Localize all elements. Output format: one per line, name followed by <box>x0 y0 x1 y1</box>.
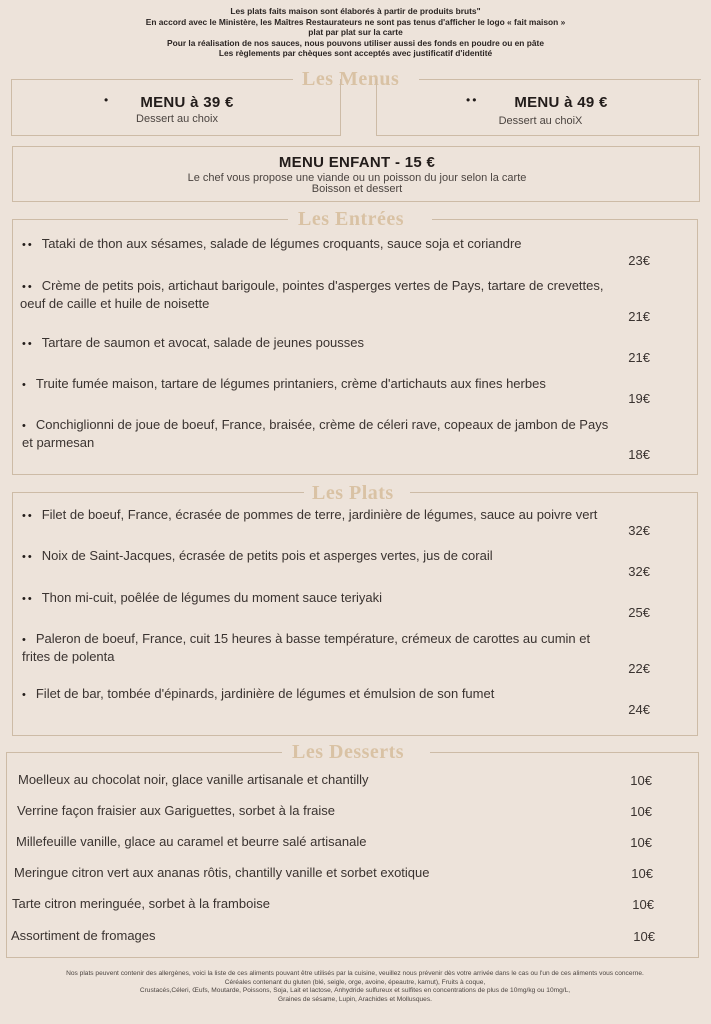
dessert-item: Verrine façon fraisier aux Gariguettes, sorbet à la fraise <box>17 803 335 818</box>
dessert-item: Tarte citron meringuée, sorbet à la framboise <box>12 896 270 911</box>
entree-price: 18€ <box>628 447 650 462</box>
dessert-item: Millefeuille vanille, glace au caramel et beurre salé artisanale <box>16 834 367 849</box>
menu-enfant-title: MENU ENFANT - 15 € <box>278 154 436 171</box>
footer-line: Céréales contenant du gluten (blé, seigle, orge, avoine, épeautre, kamut), Fruits à coque, <box>224 978 486 986</box>
dessert-price: 10€ <box>631 866 653 881</box>
footer-line: Crustacés,Céleri, Œufs, Moutarde, Poissons, Soja, Lait et lactose, Anhydride sulfureux et sulfites en concentrations de plus de 10mg/kg ou 10mg/L, <box>139 987 571 994</box>
menu-enfant-box <box>12 146 700 202</box>
entree-price: 23€ <box>628 253 650 268</box>
menu-enfant-line1: Le chef vous propose une viande ou un poisson du jour selon la carte <box>187 172 527 184</box>
allergen-footer <box>10 970 700 1004</box>
menu-39-title: MENU à 39 € <box>140 94 234 111</box>
menu-39-sub: Dessert au choix <box>136 113 218 125</box>
header-line: Les plats faits maison sont élaborés à partir de produits bruts" <box>230 6 481 16</box>
plat-price: 32€ <box>628 523 650 538</box>
plat-item: •• Noix de Saint-Jacques, écrasée de petits pois et asperges vertes, jus de corail <box>22 548 493 563</box>
entree-item-cont: et parmesan <box>22 435 95 450</box>
entree-item: • Conchiglionni de joue de boeuf, France, braisée, crème de céleri rave, copeaux de jambon de Pays <box>22 417 609 432</box>
entree-item: •• Crème de petits pois, artichaut barigoule, pointes d'asperges vertes de Pays, tartare de crevettes, <box>22 278 604 293</box>
entree-price: 21€ <box>628 350 650 365</box>
footer-line: Nos plats peuvent contenir des allergènes, voici la liste de ces aliments pouvant être utilisés par la cuisine, veuillez nous prévenir dès votre arrivée dans le cas ou l'un de ces aliments vous concerne. <box>66 970 644 977</box>
entree-item-cont: oeuf de caille et huile de noisette <box>20 296 210 311</box>
entree-price: 21€ <box>628 309 650 324</box>
entrees-title-text: Les Entrées <box>298 208 405 230</box>
entree-item: •• Tartare de saumon et avocat, salade de jeunes pousses <box>22 335 365 350</box>
header-line: Les règlements par chèques sont acceptés avec justificatif d'identité <box>218 48 493 58</box>
header-line: En accord avec le Ministère, les Maîtres Restaurateurs ne sont pas tenus d'afficher le logo « fait maison » <box>145 16 566 27</box>
plat-price: 22€ <box>628 661 650 676</box>
header-line: Pour la réalisation de nos sauces, nous pouvons utiliser aussi des fonds en poudre ou en pâte <box>167 37 544 48</box>
dessert-price: 10€ <box>630 804 652 819</box>
plat-price: 25€ <box>628 605 650 620</box>
menus-section-title: Les Menus <box>294 68 407 90</box>
plat-item-cont: frites de polenta <box>22 649 115 664</box>
menu-enfant-line2: Boisson et dessert <box>311 183 403 195</box>
dessert-price: 10€ <box>632 897 654 912</box>
footer-line: Graines de sésame, Lupin, Arachides et Mollusques. <box>278 995 432 1003</box>
plat-item: • Filet de bar, tombée d'épinards, jardinière de légumes et émulsion de son fumet <box>22 686 495 701</box>
dessert-item: Assortiment de fromages <box>11 928 156 943</box>
menu-39-box <box>11 79 341 136</box>
plat-price: 24€ <box>628 702 650 717</box>
plat-item: •• Thon mi-cuit, poêlée de légumes du moment sauce teriyaki <box>22 590 383 605</box>
entree-item: •• Tataki de thon aux sésames, salade de légumes croquants, sauce soja et coriandre <box>22 236 522 251</box>
entree-item: • Truite fumée maison, tartare de légumes printaniers, crème d'artichauts aux fines herbes <box>22 376 546 391</box>
menu-49-title: MENU à 49 € <box>514 94 608 111</box>
dessert-price: 10€ <box>633 929 655 944</box>
dessert-item: Meringue citron vert aux ananas rôtis, chantilly vanille et sorbet exotique <box>14 865 430 880</box>
plat-price: 32€ <box>628 564 650 579</box>
plat-item: • Paleron de boeuf, France, cuit 15 heures à basse température, crémeux de carottes au cumin et <box>22 631 591 646</box>
menu-49-box <box>376 79 699 136</box>
entrees-section-title <box>290 208 412 230</box>
plats-section-title: Les Plats <box>304 482 402 504</box>
header-notice <box>0 6 711 59</box>
dessert-item: Moelleux au chocolat noir, glace vanille artisanale et chantilly <box>18 772 369 787</box>
menu-49-sub: Dessert au choiX <box>498 115 583 127</box>
desserts-section-title: Les Desserts <box>284 741 412 763</box>
menu-49-bullet: •• <box>466 93 479 107</box>
dessert-price: 10€ <box>630 773 652 788</box>
menu-39-bullet: • <box>104 93 111 107</box>
header-line: plat par plat sur la carte <box>308 27 403 37</box>
entree-price: 19€ <box>628 391 650 406</box>
dessert-price: 10€ <box>630 835 652 850</box>
plat-item: •• Filet de boeuf, France, écrasée de pommes de terre, jardinière de légumes, sauce au poivre vert <box>22 507 598 522</box>
